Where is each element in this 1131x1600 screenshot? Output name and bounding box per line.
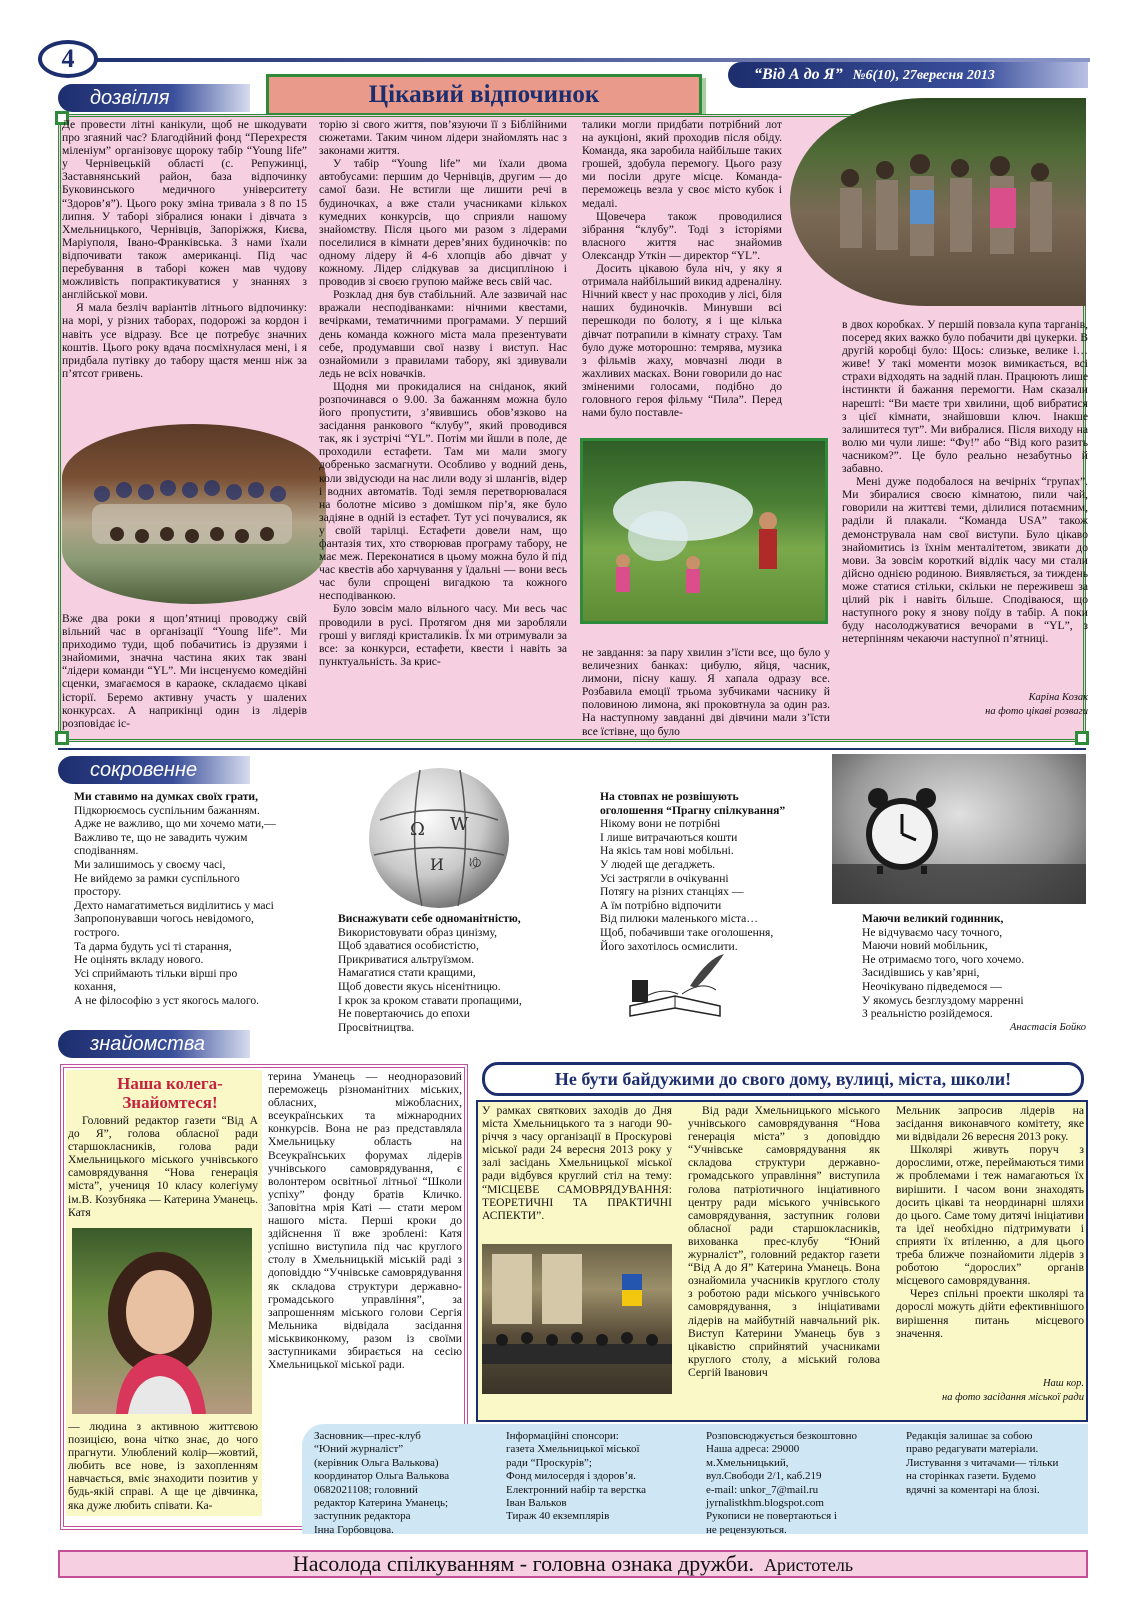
svg-text:ゆ: ゆ	[468, 856, 482, 872]
section-divider	[58, 748, 1086, 750]
imprint-line: заступник редактора	[314, 1510, 411, 1523]
section-tag-leisure	[58, 84, 250, 112]
poem-line: Нікому вони не потрібні	[600, 817, 721, 831]
paragraph: Розклад дня був стабільний. Але зазвичай нас вражали несподіванками: нічними квестами, вечірками, тематичними програмами. У перший день команда кожного міста мала презентувати себе, продумавши свої назву і виступ. Нас ознайомили з правилами табору, які здивували ледь не всіх новачків.	[319, 288, 567, 380]
imprint-column-1	[314, 1430, 506, 1537]
article-author: Каріна Козак	[1028, 692, 1088, 703]
imprint-column-3	[706, 1430, 902, 1537]
poem-line: оголошення “Прагну спілкування”	[600, 803, 786, 817]
paragraph: Вже два роки я щоп’ятниці проводжу свій вільний час в організації “Young life”. Ми приходимо туди, щоб побачитись із друзями і знайомими, значна частина яких так звані “лідери команди “YL”. Ми інсценуємо комедійні сценки, змагаємося в караоке, складаємо цікаві історії. Беремо активну участь у шалених конкурсах. А наприкінці один із лідерів розповідає іс-	[62, 612, 307, 730]
imprint-line: координатор Ольга Валькова	[314, 1470, 450, 1483]
imprint-line: (керівник Ольга Валькова)	[314, 1456, 439, 1469]
poem-line: Дехто намагатиметься виділитись у масі	[74, 898, 274, 912]
poem-line: Підкорюємось суспільним бажанням.	[74, 803, 260, 817]
paragraph: Щодня ми прокидалися на сніданок, який розпочинався о 9.00. За бажанням можна було його пропустити, з’явившись обов’язково на засідання ранкового “клубу”, який проводився так, як і зустрічі “YL”. Потім ми йшли в поле, де проходили естафети. Там ми мали змогу добренько засмагнути. Особливо у водний день, коли звідусюди на нас лили воду зі шлангів, відер і водних автоматів. Тоді земля перетворювалася на болотне місиво з домішком пір’я, яке було задіяне в одній із естафет. Тут усі почувалися, як у своїй тарілці. Естафети довели нам, що фантазія тих, хто створював програму табору, не має меж. Переконатися в цьому можна було й під час квестів або харчування у їдальні — вони весь час були спрощені вигадкою та кожного несподіванкою.	[319, 379, 567, 603]
puzzle-globe-icon	[360, 760, 518, 910]
section-label: сокровенне	[90, 759, 198, 781]
council-meeting-photo	[482, 1244, 672, 1394]
poem-line: Від пилюки маленького міста…	[600, 912, 758, 926]
paragraph: Через спільні проекти школярі та дорослі можуть дійти ефективнішого вирішення питань місцевого значення.	[896, 1287, 1084, 1340]
poems-author: Анастасія Бойко	[1009, 1022, 1086, 1033]
frame-corner-br	[1075, 731, 1089, 745]
paragraph: не завдання: за пару хвилин з’їсти все, що було у величезних банках: цибулю, яйця, часник, лимони, пісну кашу. Я хапала одразу все. Розбавила емоції трьома зубчиками часнику й половиною лимона, які проковтнула за один раз. На наступному завданні дві дівчини мали з’їсти все їстівне, що було	[582, 646, 830, 738]
poem-line: Не вийдемо за рамки суспільного	[74, 871, 240, 885]
paragraph: Було зовсім мало вільного часу. Ми весь час проводили в русі. Протягом дня ми заробляли гроші у вигляді кристаликів. Їх ми отримували за все: за конкурси, естафети, квести і навіть за пунктуальність. За крис-	[319, 602, 567, 668]
imprint-line: Інформаційні спонсори:	[506, 1430, 619, 1442]
imprint-line: на сторінках газети. Будемо	[906, 1470, 1036, 1483]
paragraph: Головний редактор газети “Від А до Я”, голова обласної ради старшокласників, голова ради Хмельницького міського учнівського самоврядування “Нова генерація міста”, учениця 10 класу колегіуму ім.В. Козубняка — Катерина Уманець. Катя	[68, 1114, 258, 1219]
imprint-line: Рукописи не повертаються і	[706, 1510, 837, 1523]
paragraph: — людина з активною життєвою позицією, вона чітко знає, до чого прагнути. Улюблений колір—жовтий, любить все нове, із захопленням навчається, вміє знаходити позитив у будь-якій справі. А ще це дівчинка, яка дуже любить співати. Ка-	[68, 1420, 258, 1512]
poem-line: Маючи новий мобільник,	[862, 939, 988, 953]
colleague-title: Наша колега-Знайомтеся!	[117, 1074, 223, 1112]
paragraph: терина Уманець — неодноразовий переможець різноманітних міських, обласних, міжобласних, всеукраїнських та міжнародних конкурсів. Вона не раз представляла Хмельницьку область на Всеукраїнських форумах лідерів учнівського самоврядування, є волонтером освітньої літньої “Школи успіху” фонду братів Кличко. Заповітна мрія Каті — стати мером нашого міста. Перші кроки до здійснення її вже зроблені: Катя успішно виступила під час круглого столу в Хмельницькій міській раді з доповіддю “Учнівське самоврядування як складова структури державно-громадського управління”, за запрошенням міського голови Сергія Мельника відвідала засідання міськвиконкому, разом із своїми заступниками збирається на сесію Хмельницької міської ради.	[268, 1070, 462, 1372]
poem-line: Щоб, побачивши таке оголошення,	[600, 925, 774, 939]
article-photo-credit: на фото цікаві розваги	[985, 706, 1088, 717]
poem-line: Засидівшись у кав’ярні,	[862, 966, 980, 980]
page-number-badge	[38, 40, 98, 78]
muddy-crowd-photo	[790, 98, 1086, 306]
paper-name: “Від А до Я”	[754, 66, 843, 83]
imprint-column-4	[906, 1430, 1086, 1497]
imprint-line: Тираж 40 екземплярів	[506, 1510, 610, 1523]
poem-line: А їм потрібно відпочити	[600, 898, 722, 912]
city-column-c	[896, 1104, 1084, 1386]
poem-line: Щоб здаватися особистістю,	[338, 939, 479, 953]
paragraph: талики могли придбати потрібний лот на аукціоні, який проходив після обіду. Команда, яка заробила найбільше таких грошей, здобула перемогу. Цього разу ми посіли друге місце. Команда-переможець везла у своє місто кубок і медалі.	[582, 118, 782, 210]
footer-quote: Насолода спілкуванням - головна ознака дружби.	[292, 1551, 755, 1576]
imprint-line: не рецензуються.	[706, 1523, 787, 1536]
poem-line: гострого.	[74, 925, 120, 939]
poem-line: простору.	[74, 885, 122, 899]
imprint-line: Наша адреса: 29000	[706, 1443, 800, 1456]
quill-book-icon	[620, 950, 730, 1022]
imprint-line: Іван Вальков	[506, 1497, 567, 1510]
city-column-a	[482, 1104, 672, 1238]
poem-line: Адже не важливо, що ми хочемо мати,—	[74, 817, 276, 831]
paragraph: Щовечера також проводилися зібрання “клубу”. Тоді з історіями власного життя нас знайомив Олександр Уткін — директор “YL”.	[582, 209, 782, 262]
poem-line: Виснажувати себе одноманітністю,	[338, 912, 521, 925]
poem-line: З реальністю розійдемося.	[862, 1007, 993, 1021]
imprint-line: Електронний набір та верстка	[506, 1483, 647, 1496]
paragraph: У рамках святкових заходів до Дня міста Хмельницького та з нагоди 90-річчя з часу організації в Проскурові міської ради 24 вересня 2013 року у залі засідань Хмельницької міської ради відбувся круглий стіл на тему: “МІСЦЕВЕ САМОВРЯДУВАННЯ: ТЕОРЕТИЧНІ ТА ПРАКТИЧНІ АСПЕКТИ”.	[482, 1104, 672, 1222]
poem-line: Ми ставимо на думках своїх грати,	[74, 790, 258, 803]
imprint-line: 0682021108; головний	[314, 1483, 418, 1496]
imprint-line: Інна Горбовцова.	[314, 1523, 394, 1536]
paragraph: Де провести літні канікули, щоб не шкодувати про згаяний час? Благодійний фонд “Перехрестя міленіум” організовує щороку табір “Young life” у Чернівецькій області (с. Репужинці, Заставнянський район, база відпочинку Буковинського медичного університету “Здоров’я”). Цього року зміна тривала з 8 по 15 липня. У таборі зібралися юнаки і дівчата з Хмельницького, Чернівців, Запоріжжя, Києва, Маріуполя, Івано-Франківська. З нами їхали відпочивати також американці. Під час перебування в таборі кожен мав чудову можливість попрактикуватися у знаннях з англійської мови.	[62, 118, 307, 302]
city-credit-1: Наш кор.	[1042, 1378, 1084, 1389]
poem-2	[338, 912, 588, 1034]
poem-line: На якісь там нові мобільні.	[600, 844, 734, 858]
poem-line: сподіванням.	[74, 844, 139, 858]
leisure-column-4	[842, 318, 1088, 698]
svg-text:W: W	[450, 814, 469, 835]
imprint-line: Розповсюджується безкоштовно	[706, 1430, 857, 1442]
imprint-line: Фонд милосердя і здоров’я.	[506, 1470, 636, 1483]
paragraph: Від ради Хмельницького міського учнівського самоврядування “Нова генерація міста” з доповіддю “Учнівське самоврядування як складова структури державно-громадського управління” виступила голова патріотичного інціативного центру ради міського учнівського самоврядування, заступник голови обласної ради старшокласників, вихованка прес-клубу “Юний журналіст”, головний редактор газети “Від А до Я” Катерина Уманець. Вона ознайомила учасників круглого столу з роботою ради міського учнівського самоврядування, з ініціативами лідерів на майбутній навчальний рік. Виступ Катерини Уманець був з цікавістю сприйнятий учасниками круглого столу, а міський голова Сергій Іванович	[688, 1104, 880, 1379]
poem-line: Маючи великий годинник,	[862, 912, 1004, 925]
section-tag-acquaintance	[58, 1030, 250, 1058]
paragraph: в двох коробках. У першій повзала купа тарганів, посеред яких важко було побачити дві цукерки. В другій коробці було: Щось: слизьке, велике і…живе! У такі моменти мозок вимикається, всі страхи відходять на задній план. Працюють лише інстинкти й бажання перемогти. Нам сказали нарешті: “Ви маєте три хвилини, щоб вибратися з цієї кімнати, знайшовши ключ. Інакше залишитеся тут”. Ми вибралися. Після виходу на волю ми чули лише: “Фу!” або “Від кого разить часником?”. Це було реально незабутньо й забавно.	[842, 318, 1088, 476]
paragraph: Досить цікавою була ніч, у яку я отримала найбільший викид адреналіну. Нічний квест у нас проходив у лісі, біля наших будиночків. Минувши всі перешкоди по болоту, я і ще кілька дівчат потрапили в кімнату страху. Там було дуже моторошно: темрява, музика з фільмів жаху, мовчазні люди в жахливих масках. Вони говорили до нас зміненими голосами, подібно до головного героя фільму “Пила”. Перед нами було поставле-	[582, 262, 782, 420]
section-label: знайомства	[90, 1033, 205, 1055]
paragraph: Я мала безліч варіантів літнього відпочинку: на морі, у різних таборах, подорожі за кордон і навіть усе відразу. Все це потребує значних коштів. Цього року вдача посміхнулася мені, і я придбала путівку до табору щастя менш ніж за п’ятсот гривень.	[62, 301, 307, 380]
katerina-portrait-photo	[72, 1228, 252, 1414]
paragraph: Мені дуже подобалося на вечірніх “групах”. Ми збиралися своєю кімнатою, пили чай, говорили на життєві теми, ділилися потаємним, раділи й плакали. “Команда USA” також демонструвала нам свої виступи. Було цікаво знайомитись із їхнім менталітетом, звикати до мови. За зовсім короткий відлік часу ми стали дійсно однією родиною. Виявляється, за тиждень може статися стільки, скільки не переживеш за цілий рік і навіть більше. Сподіваюся, що наступного року я знову поїду в табір. А поки буду насолоджуватися вечорами в “YL”, з нетерпінням чекаючи наступної п’ятниці.	[842, 475, 1088, 646]
city-column-b	[688, 1104, 880, 1406]
imprint-line: Листування з читачами— тільки	[906, 1456, 1059, 1469]
article-title-box	[266, 74, 702, 116]
imprint-line: ради “Проскурів”;	[506, 1456, 592, 1469]
water-splash	[583, 441, 828, 624]
city-title-box	[482, 1062, 1084, 1096]
page-number: 4	[61, 44, 75, 73]
poem-line: Та дарма будуть усі ті старання,	[74, 939, 232, 953]
svg-text:И: И	[430, 855, 444, 874]
footer-quote-bar	[58, 1550, 1088, 1578]
leisure-column-3	[582, 118, 782, 434]
leisure-column-2	[319, 118, 567, 738]
crowd-figures	[790, 98, 1086, 306]
colleague-column-c	[268, 1070, 462, 1442]
paragraph: торію зі свого життя, пов’язуючи її з Біблійними сюжетами. Таким чином лідери знайомлять нас з законами життя.	[319, 118, 567, 158]
poem-line: Усі застрягли в очікуванні	[600, 871, 729, 885]
paragraph: Мельник запросив лідерів на засідання виконавчого комітету, яке ми відвідали 26 вересня 2013 року.	[896, 1104, 1084, 1144]
poem-4	[862, 912, 1086, 1021]
poem-line: Намагатися стати кращими,	[338, 966, 476, 980]
imprint-column-2	[506, 1430, 702, 1524]
poem-line: Щоб довести якусь нісенітницю.	[338, 979, 501, 993]
poem-line: Не відчуваємо часу точного,	[862, 925, 1003, 939]
poem-line: Неочікувано підведемося —	[862, 979, 1002, 993]
colleague-column-a	[68, 1114, 258, 1220]
imprint-line: м.Хмельницький,	[706, 1456, 789, 1469]
poem-line: У якомусь безглуздому марренні	[862, 993, 1024, 1007]
leisure-column-3b	[582, 646, 830, 738]
poem-line: Не повертаючись до епохи	[338, 1007, 471, 1021]
imprint-line: редактор Катерина Уманець;	[314, 1497, 449, 1510]
article-title: Цікавий відпочинок	[368, 81, 600, 108]
section-tag-intimate	[58, 756, 250, 784]
poem-line: Важливо те, що не завадить чужим	[74, 830, 248, 844]
group-photo	[62, 424, 326, 604]
city-article-title: Не бути байдужими до свого дому, вулиці, міста, школи!	[554, 1069, 1012, 1089]
imprint-line: право редагувати матеріали.	[906, 1443, 1039, 1456]
issue-info: №6(10), 27вересня 2013	[852, 68, 995, 83]
poem-line: А не філософію з уст якогось малого.	[74, 993, 260, 1007]
svg-text:Ω: Ω	[410, 819, 425, 840]
poem-line: Не оцінять вкладу нового.	[74, 953, 204, 967]
poem-line: На стовпах не розвішують	[600, 790, 739, 803]
poem-line: Його захотілось осмислити.	[600, 939, 738, 953]
poem-line: Прикриватися альтруїзмом.	[338, 952, 475, 966]
leisure-column-1b	[62, 612, 307, 738]
poem-3	[600, 790, 830, 953]
imprint-line: вдячні за коментарі на блозі.	[906, 1483, 1040, 1496]
poem-line: Потягу на різних станціях —	[600, 885, 744, 899]
paragraph: У табір “Young life” ми їхали двома автобусами: першим до Чернівців, другим — до самої бази. Не встигли ще лишити речі в будиночках, а вже стали учасниками кількох кумедних конкурсів, що сприяли нашому знайомству. Після цього ми разом з лідерами поселилися в кімнати дерев’яних будиночків: по одному лідеру й 4-6 хлопців або дівчат у кожному. Лідер слідкував за дисципліною і проводив зі своєю групою майже весь свій час.	[319, 157, 567, 289]
imprint-line: e-mail: unkor_7@mail.ru	[706, 1483, 819, 1496]
water-fight-photo	[580, 438, 828, 624]
poem-line: Не отримаємо того, чого хочемо.	[862, 952, 1025, 966]
city-credit-2: на фото засідання міської ради	[942, 1392, 1084, 1403]
leisure-column-1	[62, 118, 307, 418]
poem-line: Запропонувавши чогось невідомого,	[74, 912, 254, 926]
poem-line: Використовувати образ цинізму,	[338, 925, 498, 939]
colleague-column-b	[68, 1420, 258, 1526]
poem-line: кохання,	[74, 980, 116, 994]
poem-line: Усі сприймають тільки вірші про	[74, 966, 238, 980]
imprint-line: Засновник—прес-клуб	[314, 1430, 421, 1442]
imprint-line: “Юний журналіст”	[314, 1443, 404, 1456]
poem-line: У людей ще дегаджеть.	[600, 857, 716, 871]
poem-line: Просвітництва.	[338, 1020, 415, 1034]
group-photo-figures	[62, 424, 326, 604]
imprint-line: газета Хмельницької міської	[506, 1443, 640, 1456]
poem-1	[74, 790, 334, 1008]
imprint-line: Редакція залишає за собою	[906, 1430, 1033, 1442]
imprint-line: вул.Свободи 2/1, каб.219	[706, 1470, 822, 1483]
poem-line: І крок за кроком ставати пропащими,	[338, 993, 522, 1007]
imprint-line: jyrnalistkhm.blogspot.com	[706, 1497, 824, 1510]
paragraph: Школярі живуть поруч з дорослими, отже, переймаються тими ж проблемами і теж намагаються їх вирішити. І часом вони знаходять досить цікаві та неординарні шляхи до цього. Саме тому дитячі ініціативи та ідеї необхідно підтримувати і сприяти їх втіленню, а для цього треба ближче познайомити лідерів з роботою “дорослих” органів місцевого самоврядування.	[896, 1143, 1084, 1288]
footer-quote-author: Аристотель	[764, 1555, 854, 1575]
masthead-banner	[728, 62, 1088, 88]
alarm-clock-photo	[832, 754, 1086, 904]
poem-line: Ми залишимось у своєму часі,	[74, 857, 226, 871]
poem-line: І лише витрачаються кошти	[600, 830, 738, 844]
section-label: дозвілля	[90, 87, 170, 109]
